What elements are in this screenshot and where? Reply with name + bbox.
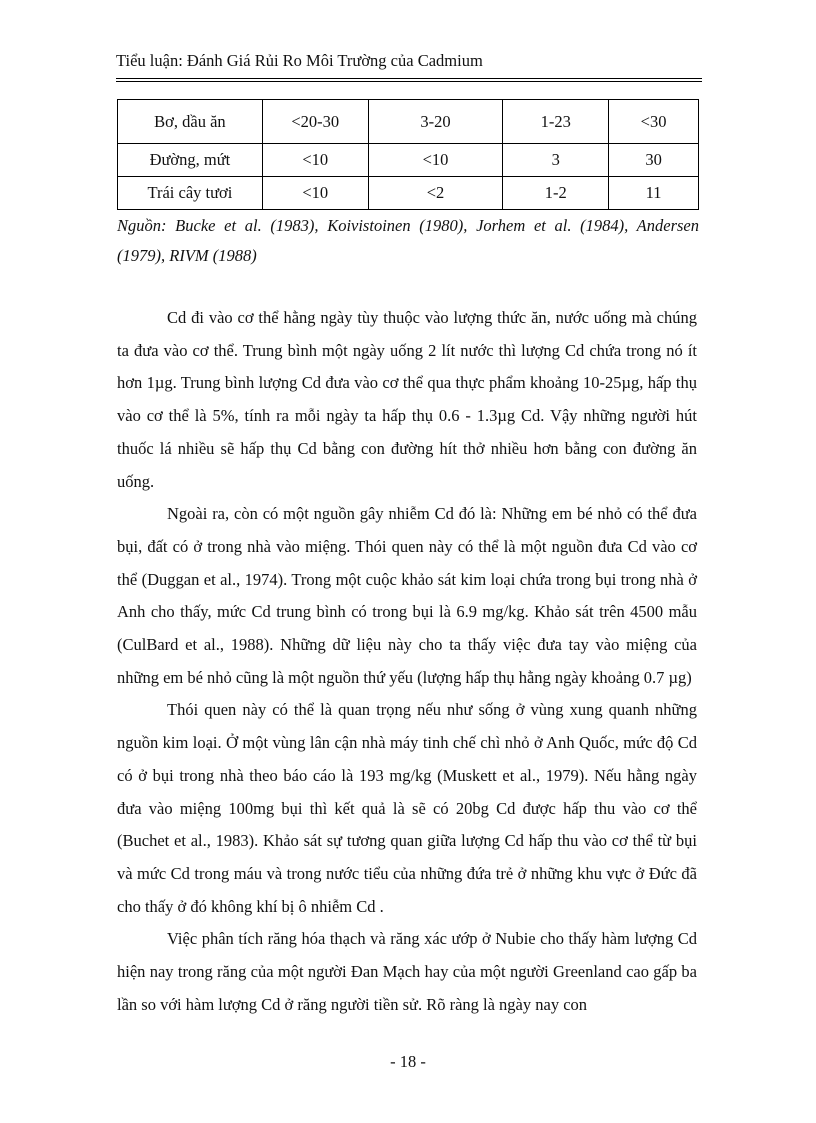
page-number: - 18 - — [390, 1052, 426, 1071]
table-cell: <10 — [368, 144, 503, 177]
paragraph: Ngoài ra, còn có một nguồn gây nhiễm Cd đó là: Những em bé nhỏ có thể đưa bụi, đất có ở trong nhà vào miệng. Thói quen này có thể là một nguồn đưa Cd vào cơ thể (Duggan et al., 1974). Trong một cuộc khảo sát kim loại chứa trong bụi trong nhà ở Anh cho thấy, mức Cd trung bình có trong bụi là 6.9 mg/kg. Khảo sát trên 4500 mẫu (CulBard et al., 1988). Những dữ liệu này cho ta thấy việc đưa tay vào miệng của những em bé nhỏ cũng là một nguồn thứ yếu (lượng hấp thụ hằng ngày khoảng 0.7 µg) — [117, 504, 697, 687]
paragraph: Việc phân tích răng hóa thạch và răng xác ướp ở Nubie cho thấy hàm lượng Cd hiện nay trong răng của một người Đan Mạch hay của một người Greenland cao gấp ba lần so với hàm lượng Cd ở răng người tiền sử. Rõ ràng là ngày nay con — [117, 929, 697, 1014]
table-row — [118, 144, 699, 177]
table-cell: 11 — [609, 177, 699, 210]
table-cell: 1-23 — [503, 100, 609, 144]
page-header-title: Tiểu luận: Đánh Giá Rủi Ro Môi Trường của Cadmium — [116, 51, 483, 70]
table-cell: Trái cây tươi — [118, 177, 263, 210]
table-cell: <20-30 — [262, 100, 368, 144]
table-row — [118, 177, 699, 210]
table-cell: 3 — [503, 144, 609, 177]
table-cell: Bơ, dầu ăn — [118, 100, 263, 144]
header-rule-top — [116, 78, 702, 79]
cadmium-food-table — [117, 99, 699, 210]
table-cell: <2 — [368, 177, 503, 210]
table-cell: <10 — [262, 144, 368, 177]
table-cell: 1-2 — [503, 177, 609, 210]
table-source-note: Nguồn: Bucke et al. (1983), Koivistoinen (1980), Jorhem et al. (1984), Andersen (1979), RIVM (1988) — [117, 216, 699, 265]
paragraph: Cd đi vào cơ thể hằng ngày tùy thuộc vào lượng thức ăn, nước uống mà chúng ta đưa vào cơ thể. Trung bình một ngày uống 2 lít nước thì lượng Cd chứa trong nó ít hơn 1µg. Trung bình lượng Cd đưa vào cơ thể qua thực phẩm khoảng 10-25µg, hấp thụ vào cơ thể là 5%, tính ra mỗi ngày ta hấp thụ 0.6 - 1.3µg Cd. Vậy những người hút thuốc lá nhiều sẽ hấp thụ Cd bằng con đường hít thở nhiều hơn bằng con đường ăn uống. — [117, 308, 697, 491]
header-rule-bottom — [116, 81, 702, 82]
table-cell: 30 — [609, 144, 699, 177]
body-text — [117, 302, 697, 1021]
paragraph: Thói quen này có thể là quan trọng nếu như sống ở vùng xung quanh những nguồn kim loại. Ở một vùng lân cận nhà máy tinh chế chì nhỏ ở Anh Quốc, mức độ Cd có ở bụi trong nhà theo báo cáo là 193 mg/kg (Muskett et al., 1979). Nếu hằng ngày đưa vào miệng 100mg bụi thì kết quả là sẽ có 20bg Cd được hấp thu vào cơ thể (Buchet et al., 1983). Khảo sát sự tương quan giữa lượng Cd hấp thu vào cơ thể từ bụi và mức Cd trong máu và trong nước tiểu của những đứa trẻ ở những khu vực ở Đức đã cho thấy ở đó không khí bị ô nhiễm Cd . — [117, 700, 697, 916]
table-cell: <30 — [609, 100, 699, 144]
table-row — [118, 100, 699, 144]
table-cell: Đường, mứt — [118, 144, 263, 177]
table-cell: 3-20 — [368, 100, 503, 144]
table-cell: <10 — [262, 177, 368, 210]
